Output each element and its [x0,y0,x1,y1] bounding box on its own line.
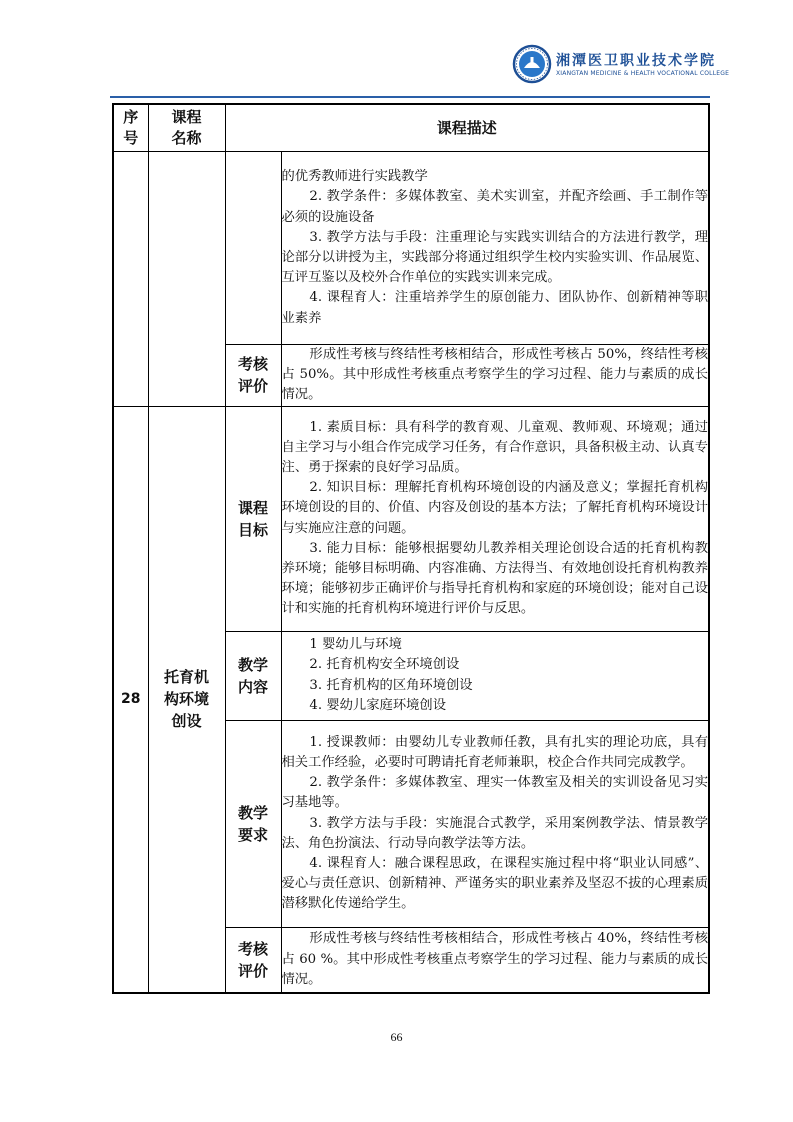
description-paragraph: 2. 知识目标：理解托育机构环境创设的内涵及意义；掌握托育机构环境创设的目的、价值、内容及创设的基本方法；了解托育机构环境设计与实施应注意的问题。 [281,480,709,536]
prev-course-section-description [281,345,709,407]
description-paragraph: 2. 托育机构安全环境创设 [309,657,460,673]
prev-course-row [113,152,709,345]
course-table [112,103,710,994]
course-section-label: 考核 评价 [225,927,281,993]
prev-course-section-label: 考核 评价 [225,345,281,407]
prev-course-name [148,152,225,407]
college-name-cn: 湘潭医卫职业技术学院 [556,53,716,69]
course-section-label: 课程 目标 [225,406,281,631]
description-paragraph: 3. 教学方法与手段：实施混合式教学，采用案例教学法、情景教学法、角色扮演法、行动导向教学法等方法。 [281,815,709,851]
description-paragraph: 1. 素质目标：具有科学的教育观、儿童观、教师观、环境观；通过自主学习与小组合作完成学习任务，有合作意识，具备积极主动、认真专注、勇于探索的良好学习品质。 [281,419,709,475]
description-paragraph: 3. 能力目标：能够根据婴幼儿教养相关理论创设合适的托育机构教养环境；能够目标明确、内容准确、方法得当、有效地创设托育机构教养环境；能够初步正确评价与指导托育机构和家庭的环境创设；能对自己设计和实施的托育机构环境进行评价与反思。 [281,540,709,617]
page-number: 66 [390,1030,403,1044]
course-section-description [281,927,709,993]
description-paragraph: 3. 教学方法与手段：注重理论与实践实训结合的方法进行教学，理论部分以讲授为主，实践部分将通过组织学生校内实验实训、作品展览、互评互鉴以及校外合作单位的实践实训来完成。 [281,229,709,286]
header-rule [110,96,710,98]
course-number: 28 [113,406,148,993]
college-name-en: XIANGTAN MEDICINE & HEALTH VOCATIONAL COLLEGE [556,70,730,77]
description-paragraph: 3. 托育机构的区角环境创设 [309,677,473,693]
course-section-label: 教学 要求 [225,720,281,927]
description-paragraph: 形成性考核与终结性考核相结合，形成性考核占 40%，终结性考核占 60 %。其中形成性考核重点考察学生的学习过程、能力与素质的成长情况。 [281,931,709,987]
description-paragraph: 1 婴幼儿与环境 [309,637,402,653]
description-paragraph: 4. 课程育人：注重培养学生的原创能力、团队协作、创新精神等职业素养 [281,290,709,326]
description-paragraph: 形成性考核与终结性考核相结合，形成性考核占 50%，终结性考核占 50%。其中形成性考核重点考察学生的学习过程、能力与素质的成长情况。 [281,347,709,403]
course-name: 托育机 构环境 创设 [148,406,225,993]
course-section-label: 教学 内容 [225,631,281,720]
description-paragraph: 4. 课程育人：融合课程思政，在课程实施过程中将“职业认同感”、爱心与责任意识、创新精神、严谨务实的职业素养及坚忍不拔的心理素质潜移默化传递给学生。 [281,855,709,912]
course-section-description [281,631,709,720]
college-logo [512,44,730,88]
college-emblem-icon [512,44,552,84]
prev-course-section-description [281,152,709,345]
header-course-description: 课程描述 [225,104,709,152]
header-course-name: 课程 名称 [148,104,225,152]
description-paragraph: 4. 婴幼儿家庭环境创设 [309,697,447,713]
description-paragraph: 2. 教学条件：多媒体教室、美术实训室，并配齐绘画、手工制作等必须的设施设备 [281,189,709,225]
description-paragraph: 1. 授课教师：由婴幼儿专业教师任教，具有扎实的理论功底，具有相关工作经验，必要时可聘请托育老师兼职，校企合作共同完成教学。 [281,734,709,770]
course-section-description [281,720,709,927]
table-header-row [113,104,709,152]
course-row [113,406,709,631]
prev-course-section-label [225,152,281,345]
course-section-description [281,406,709,631]
description-paragraph: 的优秀教师进行实践教学 [281,169,428,185]
description-paragraph: 2. 教学条件：多媒体教室、理实一体教室及相关的实训设备见习实习基地等。 [281,775,709,811]
prev-course-number [113,152,148,407]
header-number: 序 号 [113,104,148,152]
